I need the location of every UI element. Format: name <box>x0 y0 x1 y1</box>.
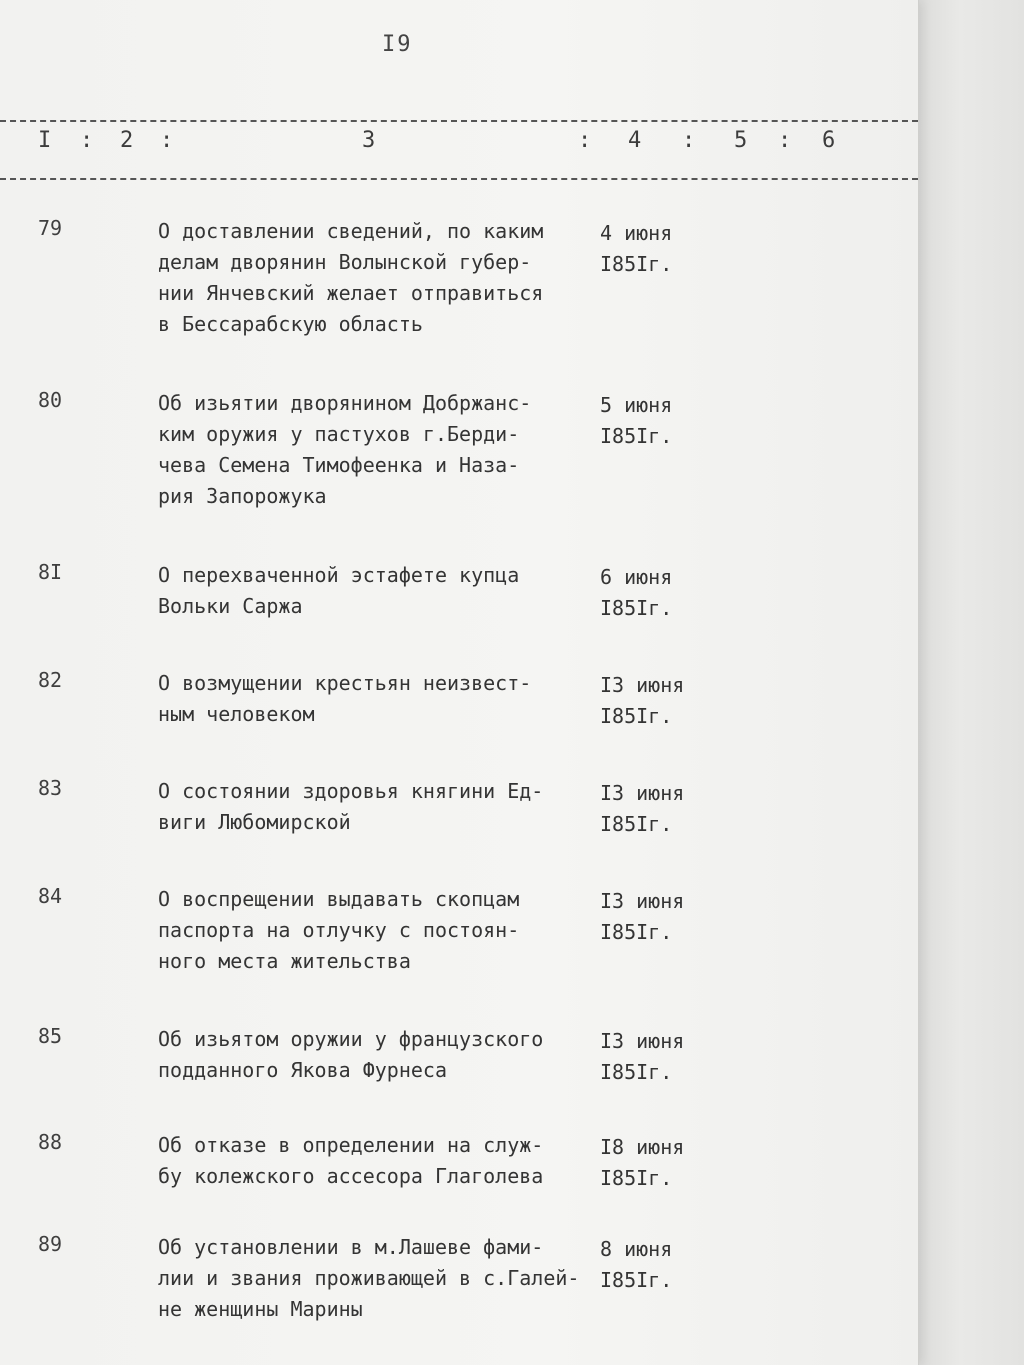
entry-date-year: I85Iг. <box>600 424 673 448</box>
entry-title-line: бу колежского ассесора Глаголева <box>158 1164 544 1188</box>
entry-title <box>158 776 598 838</box>
entry-title <box>158 1024 598 1086</box>
entry-date-year: I85Iг. <box>600 1060 673 1084</box>
entry-date-year: I85Iг. <box>600 596 673 620</box>
entry-title-line: Вольки Саржа <box>158 594 303 618</box>
entry-date-day: 6 июня <box>600 565 673 589</box>
entry-title-line: нии Янчевский желает отправиться <box>158 281 544 305</box>
entry-date-year: I85Iг. <box>600 812 673 836</box>
entry-date-year: I85Iг. <box>600 704 673 728</box>
entry-title-line: подданного Якова Фурнеса <box>158 1058 447 1082</box>
entry-date <box>600 778 684 840</box>
entry-title-line: ного места жительства <box>158 949 411 973</box>
entry-number: 89 <box>38 1232 63 1256</box>
entry-title-line: рия Запорожука <box>158 484 327 508</box>
entry-title-line: лии и звания проживающей в с.Галей- <box>158 1266 580 1290</box>
entry-number: 82 <box>38 668 63 692</box>
entry-title-line: виги Любомирской <box>158 810 351 834</box>
entry-title <box>158 1130 598 1192</box>
header-rule-top <box>0 120 918 122</box>
entry-number: 80 <box>38 388 63 412</box>
page-number: I9 <box>382 32 413 57</box>
entry-title-line: О доставлении сведений, по каким <box>158 219 544 243</box>
entry-title-line: Об установлении в м.Лашеве фами- <box>158 1235 544 1259</box>
entry-number: 88 <box>38 1130 63 1154</box>
entry-date <box>600 1234 672 1296</box>
entry-title-line: О воспрещении выдавать скопцам <box>158 887 520 911</box>
entry-title-line: Об изьятом оружии у французского <box>158 1027 544 1051</box>
column-separator: : <box>160 128 174 153</box>
entry-date-day: 5 июня <box>600 393 673 417</box>
entry-title-line: чева Семена Тимофеенка и Наза- <box>158 453 520 477</box>
entry-date-day: I3 июня <box>600 1029 685 1053</box>
column-separator: : <box>578 128 592 153</box>
entry-title <box>158 1232 598 1325</box>
entry-date-day: I3 июня <box>600 781 685 805</box>
header-rule-bottom <box>0 178 918 180</box>
entry-title <box>158 560 598 622</box>
column-separator: : <box>682 128 696 153</box>
entry-number: 83 <box>38 776 63 800</box>
entry-date <box>600 1132 684 1194</box>
entry-title <box>158 216 598 340</box>
entry-title <box>158 884 598 977</box>
entry-date <box>600 218 672 280</box>
entry-date <box>600 1026 684 1088</box>
column-header-3: 3 <box>362 128 376 153</box>
entry-title-line: ким оружия у пастухов г.Берди- <box>158 422 520 446</box>
entry-date <box>600 670 684 732</box>
entry-date-year: I85Iг. <box>600 920 673 944</box>
column-separator: : <box>778 128 792 153</box>
entry-date <box>600 390 672 452</box>
entry-title-line: ным человеком <box>158 702 315 726</box>
entry-number: 8I <box>38 560 63 584</box>
entry-date-day: I3 июня <box>600 889 685 913</box>
column-separator: : <box>80 128 94 153</box>
entry-title-line: Об отказе в определении на служ- <box>158 1133 544 1157</box>
entry-title-line: О состоянии здоровья княгини Ед- <box>158 779 544 803</box>
entry-title-line: паспорта на отлучку с постоян- <box>158 918 520 942</box>
entry-date-year: I85Iг. <box>600 252 673 276</box>
entry-date <box>600 562 672 624</box>
entry-date-day: 8 июня <box>600 1237 673 1261</box>
entry-title-line: О возмущении крестьян неизвест- <box>158 671 532 695</box>
entry-title-line: не женщины Марины <box>158 1297 363 1321</box>
entry-title-line: Об изьятии дворянином Добржанс- <box>158 391 532 415</box>
entry-title <box>158 668 598 730</box>
column-header-4: 4 <box>628 128 642 153</box>
entry-title-line: в Бессарабскую область <box>158 312 423 336</box>
entry-date-year: I85Iг. <box>600 1166 673 1190</box>
entry-title-line: делам дворянин Волынской губер- <box>158 250 532 274</box>
entry-title <box>158 388 598 512</box>
entry-number: 79 <box>38 216 63 240</box>
entry-date-day: 4 июня <box>600 221 673 245</box>
entry-number: 85 <box>38 1024 63 1048</box>
entry-date-year: I85Iг. <box>600 1268 673 1292</box>
entry-date <box>600 886 684 948</box>
column-header-2: 2 <box>120 128 134 153</box>
underlying-page <box>918 0 1024 1365</box>
entry-date-day: I3 июня <box>600 673 685 697</box>
column-header-5: 5 <box>734 128 748 153</box>
entry-title-line: О перехваченной эстафете купца <box>158 563 520 587</box>
entry-date-day: I8 июня <box>600 1135 685 1159</box>
column-header-1: I <box>38 128 52 153</box>
column-header-6: 6 <box>822 128 836 153</box>
entry-number: 84 <box>38 884 63 908</box>
